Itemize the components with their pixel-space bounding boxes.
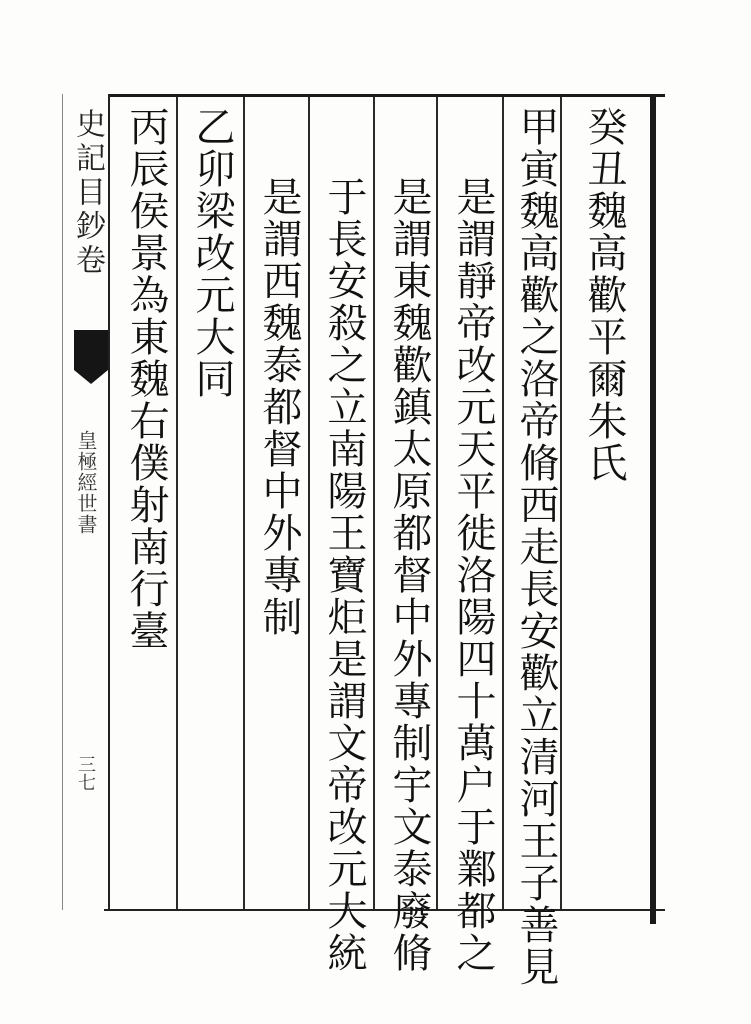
column-rule: [502, 97, 504, 909]
frame-right-border: [650, 94, 656, 924]
column-rule: [176, 97, 178, 909]
text-column-8: 丙辰侯景為東魏右僕射南行臺: [123, 106, 169, 652]
fish-tail-mark: [74, 330, 108, 370]
text-column-6: 是謂西魏泰都督中外專制: [256, 176, 302, 638]
margin-title: 史記目鈔卷: [70, 108, 105, 278]
margin-book-title: 皇極經世書: [74, 430, 98, 535]
column-rule: [308, 97, 310, 909]
column-rule: [243, 97, 245, 909]
column-rule: [373, 97, 375, 909]
text-column-7: 乙卯梁改元大同: [189, 106, 235, 400]
margin-page-number: 三七: [75, 755, 96, 791]
frame-top-border: [108, 94, 665, 97]
fish-tail-mark-tip: [74, 370, 108, 384]
column-rule: [436, 97, 438, 909]
column-rule: [560, 97, 562, 909]
text-column-2: 甲寅魏高歡之洛帝脩西走長安歡立清河王子善見: [513, 106, 559, 988]
text-column-1: 癸丑魏高歡平爾朱氏: [581, 106, 627, 484]
text-column-3: 是謂靜帝改元天平徙洛陽四十萬户于鄴都之: [450, 176, 496, 974]
text-column-5: 于長安殺之立南陽王寶炬是謂文帝改元大統: [321, 176, 367, 974]
text-column-4: 是謂東魏歡鎮太原都督中外專制宇文泰廢脩: [386, 176, 432, 974]
